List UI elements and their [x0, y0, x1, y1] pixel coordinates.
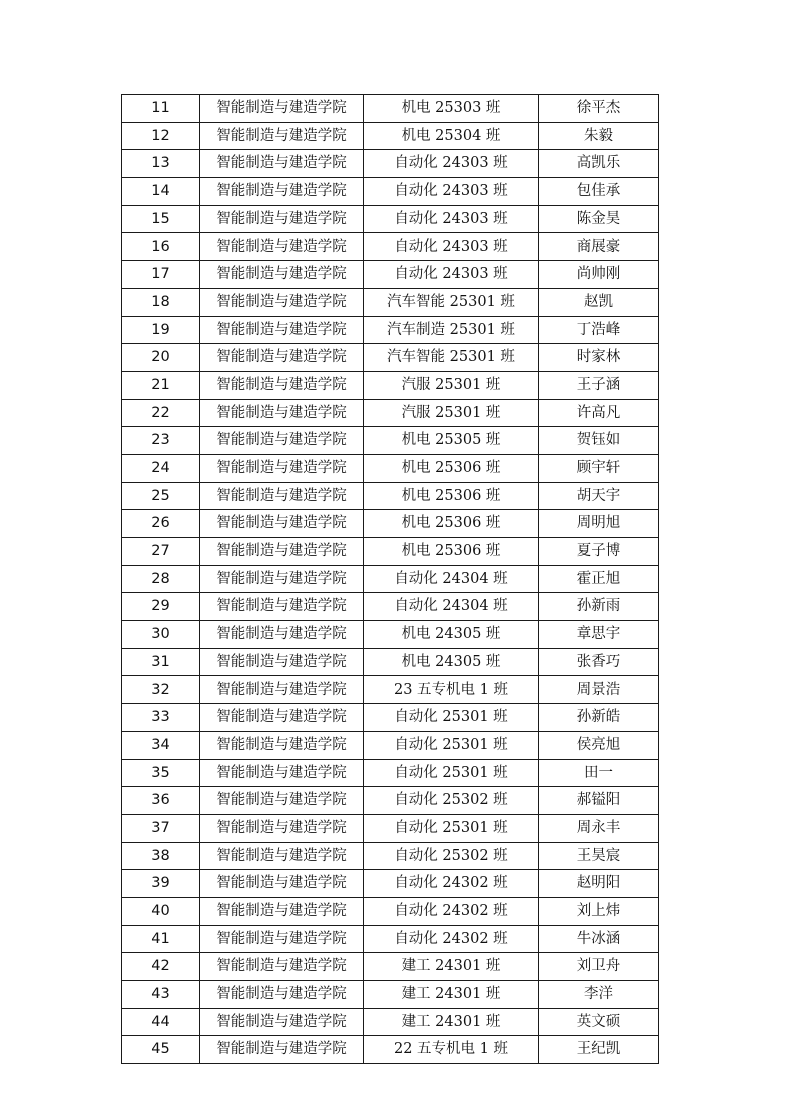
class-cell: 自动化 24303 班 — [364, 233, 539, 261]
row-number-cell: 31 — [122, 648, 200, 676]
college-cell: 智能制造与建造学院 — [200, 925, 364, 953]
student-name-cell: 霍正旭 — [539, 565, 659, 593]
row-number-cell: 20 — [122, 344, 200, 372]
college-cell: 智能制造与建造学院 — [200, 1008, 364, 1036]
table-row — [122, 925, 659, 953]
class-cell: 机电 24305 班 — [364, 648, 539, 676]
table-row — [122, 1008, 659, 1036]
row-number-cell: 12 — [122, 122, 200, 150]
college-cell: 智能制造与建造学院 — [200, 233, 364, 261]
college-cell: 智能制造与建造学院 — [200, 344, 364, 372]
class-cell: 自动化 24302 班 — [364, 897, 539, 925]
row-number-cell: 18 — [122, 288, 200, 316]
student-name-cell: 田一 — [539, 759, 659, 787]
college-cell: 智能制造与建造学院 — [200, 178, 364, 206]
student-name-cell: 许高凡 — [539, 399, 659, 427]
row-number-cell: 15 — [122, 205, 200, 233]
college-cell: 智能制造与建造学院 — [200, 787, 364, 815]
student-name-cell: 贺钰如 — [539, 427, 659, 455]
college-cell: 智能制造与建造学院 — [200, 759, 364, 787]
college-cell: 智能制造与建造学院 — [200, 371, 364, 399]
class-cell: 自动化 24304 班 — [364, 593, 539, 621]
row-number-cell: 36 — [122, 787, 200, 815]
college-cell: 智能制造与建造学院 — [200, 593, 364, 621]
college-cell: 智能制造与建造学院 — [200, 704, 364, 732]
student-name-cell: 刘上炜 — [539, 897, 659, 925]
table-row — [122, 870, 659, 898]
class-cell: 汽服 25301 班 — [364, 371, 539, 399]
student-name-cell: 商展豪 — [539, 233, 659, 261]
class-cell: 自动化 24303 班 — [364, 261, 539, 289]
table-row — [122, 1036, 659, 1064]
row-number-cell: 39 — [122, 870, 200, 898]
row-number-cell: 33 — [122, 704, 200, 732]
student-name-cell: 章思宇 — [539, 621, 659, 649]
row-number-cell: 42 — [122, 953, 200, 981]
table-row — [122, 95, 659, 123]
table-row — [122, 344, 659, 372]
college-cell: 智能制造与建造学院 — [200, 953, 364, 981]
student-name-cell: 丁浩峰 — [539, 316, 659, 344]
student-name-cell: 张香巧 — [539, 648, 659, 676]
college-cell: 智能制造与建造学院 — [200, 842, 364, 870]
row-number-cell: 37 — [122, 814, 200, 842]
student-name-cell: 赵明阳 — [539, 870, 659, 898]
college-cell: 智能制造与建造学院 — [200, 731, 364, 759]
class-cell: 机电 24305 班 — [364, 621, 539, 649]
row-number-cell: 35 — [122, 759, 200, 787]
student-name-cell: 朱毅 — [539, 122, 659, 150]
class-cell: 自动化 25301 班 — [364, 731, 539, 759]
college-cell: 智能制造与建造学院 — [200, 482, 364, 510]
table-row — [122, 288, 659, 316]
table-row — [122, 454, 659, 482]
college-cell: 智能制造与建造学院 — [200, 122, 364, 150]
college-cell: 智能制造与建造学院 — [200, 1036, 364, 1064]
table-row — [122, 759, 659, 787]
college-cell: 智能制造与建造学院 — [200, 261, 364, 289]
table-row — [122, 233, 659, 261]
student-roster-table — [121, 94, 659, 1064]
table-row — [122, 787, 659, 815]
college-cell: 智能制造与建造学院 — [200, 150, 364, 178]
college-cell: 智能制造与建造学院 — [200, 510, 364, 538]
student-name-cell: 王昊宸 — [539, 842, 659, 870]
college-cell: 智能制造与建造学院 — [200, 897, 364, 925]
class-cell: 自动化 24304 班 — [364, 565, 539, 593]
table-row — [122, 648, 659, 676]
class-cell: 自动化 24303 班 — [364, 178, 539, 206]
college-cell: 智能制造与建造学院 — [200, 454, 364, 482]
row-number-cell: 43 — [122, 981, 200, 1009]
class-cell: 自动化 24303 班 — [364, 150, 539, 178]
college-cell: 智能制造与建造学院 — [200, 427, 364, 455]
student-name-cell: 徐平杰 — [539, 95, 659, 123]
row-number-cell: 17 — [122, 261, 200, 289]
table-row — [122, 981, 659, 1009]
row-number-cell: 41 — [122, 925, 200, 953]
college-cell: 智能制造与建造学院 — [200, 648, 364, 676]
table-row — [122, 482, 659, 510]
class-cell: 机电 25306 班 — [364, 538, 539, 566]
table-row — [122, 621, 659, 649]
row-number-cell: 21 — [122, 371, 200, 399]
row-number-cell: 38 — [122, 842, 200, 870]
student-name-cell: 周永丰 — [539, 814, 659, 842]
class-cell: 汽车智能 25301 班 — [364, 288, 539, 316]
class-cell: 自动化 25302 班 — [364, 842, 539, 870]
row-number-cell: 25 — [122, 482, 200, 510]
row-number-cell: 28 — [122, 565, 200, 593]
row-number-cell: 27 — [122, 538, 200, 566]
table-row — [122, 399, 659, 427]
student-name-cell: 孙新皓 — [539, 704, 659, 732]
row-number-cell: 11 — [122, 95, 200, 123]
table-row — [122, 565, 659, 593]
table-row — [122, 122, 659, 150]
table-row — [122, 261, 659, 289]
student-name-cell: 尚帅刚 — [539, 261, 659, 289]
student-name-cell: 王子涵 — [539, 371, 659, 399]
student-name-cell: 侯亮旭 — [539, 731, 659, 759]
student-name-cell: 王纪凯 — [539, 1036, 659, 1064]
row-number-cell: 16 — [122, 233, 200, 261]
table-row — [122, 205, 659, 233]
class-cell: 自动化 25301 班 — [364, 704, 539, 732]
class-cell: 汽车智能 25301 班 — [364, 344, 539, 372]
student-name-cell: 赵凯 — [539, 288, 659, 316]
student-name-cell: 英文硕 — [539, 1008, 659, 1036]
row-number-cell: 22 — [122, 399, 200, 427]
row-number-cell: 19 — [122, 316, 200, 344]
class-cell: 自动化 25302 班 — [364, 787, 539, 815]
student-name-cell: 孙新雨 — [539, 593, 659, 621]
class-cell: 机电 25305 班 — [364, 427, 539, 455]
table-row — [122, 150, 659, 178]
college-cell: 智能制造与建造学院 — [200, 316, 364, 344]
row-number-cell: 29 — [122, 593, 200, 621]
class-cell: 建工 24301 班 — [364, 1008, 539, 1036]
college-cell: 智能制造与建造学院 — [200, 95, 364, 123]
table-row — [122, 427, 659, 455]
college-cell: 智能制造与建造学院 — [200, 870, 364, 898]
college-cell: 智能制造与建造学院 — [200, 676, 364, 704]
class-cell: 机电 25306 班 — [364, 510, 539, 538]
row-number-cell: 32 — [122, 676, 200, 704]
college-cell: 智能制造与建造学院 — [200, 565, 364, 593]
student-name-cell: 高凯乐 — [539, 150, 659, 178]
row-number-cell: 34 — [122, 731, 200, 759]
row-number-cell: 40 — [122, 897, 200, 925]
class-cell: 机电 25306 班 — [364, 454, 539, 482]
student-name-cell: 牛冰涵 — [539, 925, 659, 953]
roster-body — [122, 95, 659, 1064]
table-row — [122, 897, 659, 925]
table-row — [122, 704, 659, 732]
row-number-cell: 30 — [122, 621, 200, 649]
table-row — [122, 178, 659, 206]
table-row — [122, 842, 659, 870]
student-name-cell: 陈金昊 — [539, 205, 659, 233]
table-row — [122, 953, 659, 981]
college-cell: 智能制造与建造学院 — [200, 399, 364, 427]
student-name-cell: 胡天宇 — [539, 482, 659, 510]
table-row — [122, 538, 659, 566]
class-cell: 机电 25303 班 — [364, 95, 539, 123]
class-cell: 汽车制造 25301 班 — [364, 316, 539, 344]
class-cell: 汽服 25301 班 — [364, 399, 539, 427]
table-row — [122, 676, 659, 704]
college-cell: 智能制造与建造学院 — [200, 621, 364, 649]
class-cell: 自动化 24302 班 — [364, 870, 539, 898]
class-cell: 自动化 25301 班 — [364, 759, 539, 787]
student-name-cell: 时家林 — [539, 344, 659, 372]
class-cell: 自动化 24302 班 — [364, 925, 539, 953]
student-name-cell: 周明旭 — [539, 510, 659, 538]
class-cell: 机电 25306 班 — [364, 482, 539, 510]
class-cell: 22 五专机电 1 班 — [364, 1036, 539, 1064]
college-cell: 智能制造与建造学院 — [200, 288, 364, 316]
college-cell: 智能制造与建造学院 — [200, 981, 364, 1009]
student-name-cell: 顾宇轩 — [539, 454, 659, 482]
row-number-cell: 45 — [122, 1036, 200, 1064]
class-cell: 自动化 24303 班 — [364, 205, 539, 233]
student-name-cell: 郝镒阳 — [539, 787, 659, 815]
class-cell: 自动化 25301 班 — [364, 814, 539, 842]
table-row — [122, 371, 659, 399]
row-number-cell: 26 — [122, 510, 200, 538]
table-row — [122, 731, 659, 759]
table-row — [122, 510, 659, 538]
student-name-cell: 刘卫舟 — [539, 953, 659, 981]
student-name-cell: 周景浩 — [539, 676, 659, 704]
class-cell: 建工 24301 班 — [364, 953, 539, 981]
college-cell: 智能制造与建造学院 — [200, 205, 364, 233]
table-row — [122, 593, 659, 621]
student-name-cell: 包佳承 — [539, 178, 659, 206]
table-row — [122, 814, 659, 842]
row-number-cell: 24 — [122, 454, 200, 482]
row-number-cell: 13 — [122, 150, 200, 178]
class-cell: 建工 24301 班 — [364, 981, 539, 1009]
class-cell: 机电 25304 班 — [364, 122, 539, 150]
student-name-cell: 夏子博 — [539, 538, 659, 566]
college-cell: 智能制造与建造学院 — [200, 814, 364, 842]
table-row — [122, 316, 659, 344]
class-cell: 23 五专机电 1 班 — [364, 676, 539, 704]
row-number-cell: 14 — [122, 178, 200, 206]
row-number-cell: 44 — [122, 1008, 200, 1036]
row-number-cell: 23 — [122, 427, 200, 455]
college-cell: 智能制造与建造学院 — [200, 538, 364, 566]
student-name-cell: 李洋 — [539, 981, 659, 1009]
